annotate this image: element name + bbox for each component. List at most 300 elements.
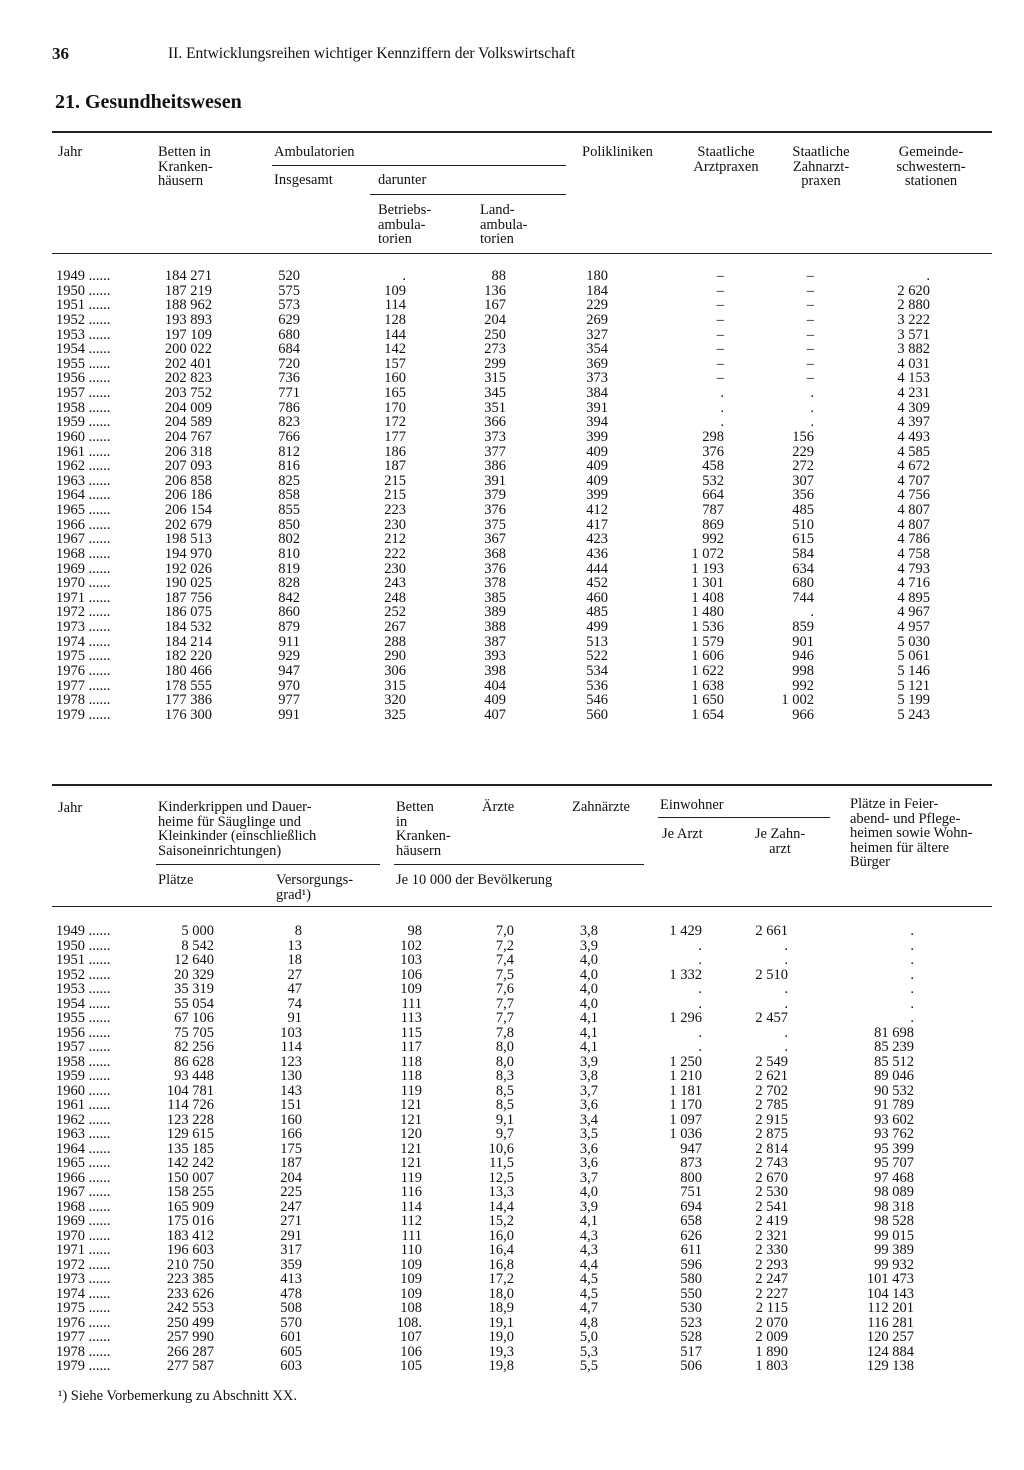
table-2-value-cell: 119 — [400, 1169, 422, 1186]
table-2-value-cell: 204 — [280, 1169, 302, 1186]
table-1-value-cell: 513 — [586, 633, 608, 650]
table-2-row — [0, 1272, 1024, 1287]
table-1-value-cell: 417 — [586, 516, 608, 533]
table-2-year-cell: 1954 ...... — [56, 995, 111, 1012]
table-2-value-cell: 1 890 — [755, 1343, 788, 1360]
table-2-value-cell: 1 036 — [669, 1126, 702, 1142]
table-2-value-cell: 2 227 — [755, 1285, 788, 1302]
t1-header-betriebs: Betriebs- ambula- torien — [378, 202, 432, 248]
table-2-year-cell: 1964 ...... — [56, 1140, 111, 1157]
table-1-row — [0, 342, 1024, 357]
table-2-row — [0, 1084, 1024, 1099]
table-1-row — [0, 518, 1024, 533]
table-2-value-cell: 98 089 — [874, 1184, 914, 1200]
t2-header-je-arzt: Je Arzt — [662, 826, 703, 842]
table-1-header-rule — [52, 253, 992, 254]
table-2-value-cell: 3,9 — [579, 937, 598, 954]
table-1-value-cell: 206 154 — [164, 502, 212, 519]
table-1-value-cell: 206 186 — [164, 487, 212, 504]
table-1-value-cell: 1 650 — [691, 692, 724, 709]
table-2-value-cell: 109 — [400, 1256, 422, 1273]
table-1-value-cell: 215 — [384, 472, 406, 489]
table-1-value-cell: 203 752 — [164, 385, 212, 402]
table-1-value-cell: 373 — [484, 428, 506, 445]
table-1-year-cell: 1962 ...... — [56, 458, 111, 475]
table-2-value-cell: 506 — [680, 1358, 702, 1374]
t2-header-betten: Betten in Kranken- häusern — [396, 799, 451, 859]
table-2-value-cell: . — [910, 923, 914, 939]
table-1-value-cell: 1 480 — [691, 604, 724, 621]
table-1-row — [0, 620, 1024, 635]
table-2-year-cell: 1958 ...... — [56, 1053, 111, 1070]
table-1-value-cell: 367 — [484, 531, 506, 548]
table-2-row — [0, 1185, 1024, 1200]
table-2-value-cell: 626 — [680, 1227, 702, 1244]
table-2-value-cell: 142 242 — [166, 1155, 214, 1171]
table-2-value-cell: 16,0 — [488, 1227, 514, 1244]
t1-header-insgesamt: Insgesamt — [274, 172, 333, 188]
table-1-value-cell: 377 — [484, 443, 506, 460]
table-2-value-cell: 118 — [400, 1068, 422, 1084]
table-1-value-cell: 327 — [586, 326, 608, 343]
table-2-value-cell: 109 — [400, 1285, 422, 1302]
table-2-value-cell: 8,3 — [495, 1068, 514, 1084]
table-2-year-cell: 1961 ...... — [56, 1097, 111, 1113]
table-1-value-cell: 345 — [484, 385, 506, 402]
table-1-value-cell: 204 589 — [164, 414, 212, 431]
table-1-value-cell: 680 — [792, 575, 814, 592]
table-2-value-cell: 5,0 — [579, 1329, 598, 1345]
table-1-value-cell: 176 300 — [164, 706, 212, 723]
table-1-value-cell: 188 962 — [164, 297, 212, 314]
table-2-row — [0, 1214, 1024, 1229]
table-1-value-cell: 315 — [384, 677, 406, 694]
table-1-value-cell: 664 — [702, 487, 724, 504]
table-1-value-cell: 187 756 — [164, 589, 212, 606]
table-1-value-cell: 3 571 — [897, 326, 930, 343]
table-1-value-cell: 4 957 — [897, 619, 930, 636]
table-2-value-cell: . — [698, 995, 702, 1012]
table-1-value-cell: 1 638 — [691, 677, 724, 694]
table-1-value-cell: 966 — [792, 706, 814, 723]
table-2-value-cell: 603 — [280, 1358, 302, 1374]
table-2-row — [0, 1113, 1024, 1128]
table-2-row — [0, 1330, 1024, 1345]
table-1-value-cell: 409 — [484, 692, 506, 709]
table-2-year-cell: 1957 ...... — [56, 1039, 111, 1055]
table-1-year-cell: 1976 ...... — [56, 663, 111, 679]
table-2-value-cell: 1 181 — [669, 1082, 702, 1099]
table-2-value-cell: 1 097 — [669, 1111, 702, 1128]
table-2-value-cell: 2 875 — [755, 1126, 788, 1142]
table-1-value-cell: 5 121 — [897, 677, 930, 694]
table-2-value-cell: 478 — [280, 1285, 302, 1302]
table-1-value-cell: 388 — [484, 619, 506, 636]
table-1-value-cell: . — [926, 268, 930, 284]
table-2-value-cell: 317 — [280, 1242, 302, 1258]
table-1-year-cell: 1975 ...... — [56, 648, 111, 665]
table-1-row — [0, 401, 1024, 416]
table-1-row — [0, 313, 1024, 328]
table-2-value-cell: 1 332 — [669, 966, 702, 983]
table-1-value-cell: 114 — [384, 297, 406, 314]
table-1-row — [0, 635, 1024, 650]
table-2-value-cell: 277 587 — [166, 1358, 214, 1374]
t1-header-gemeinde: Gemeinde- schwestern- stationen — [896, 144, 966, 190]
table-2-row — [0, 1316, 1024, 1331]
table-1-value-cell: 398 — [484, 663, 506, 679]
table-2-value-cell: 7,6 — [495, 981, 514, 997]
table-1-value-cell: – — [716, 370, 724, 387]
table-1-value-cell: 1 606 — [691, 648, 724, 665]
table-2-value-cell: 873 — [680, 1155, 702, 1171]
table-1-year-cell: 1960 ...... — [56, 428, 111, 445]
table-2-year-cell: 1968 ...... — [56, 1198, 111, 1215]
table-2-value-cell: 98 318 — [874, 1198, 914, 1215]
table-2-value-cell: 109 — [400, 981, 422, 997]
table-2-value-cell: 580 — [680, 1271, 702, 1287]
table-1-value-cell: 4 786 — [897, 531, 930, 548]
table-1-value-cell: 771 — [278, 385, 300, 402]
table-1-year-cell: 1950 ...... — [56, 282, 111, 299]
table-2-value-cell: 2 321 — [755, 1227, 788, 1244]
table-1-value-cell: 929 — [278, 648, 300, 665]
table-2-value-cell: 166 — [280, 1126, 302, 1142]
table-2-value-cell: 4,1 — [579, 1039, 598, 1055]
table-2-value-cell: 359 — [280, 1256, 302, 1273]
table-2-value-cell: 114 — [280, 1039, 302, 1055]
table-1-value-cell: 615 — [792, 531, 814, 548]
table-2-value-cell: . — [910, 937, 914, 954]
table-1-value-cell: 584 — [792, 545, 814, 562]
table-2-row — [0, 1243, 1024, 1258]
table-2-year-cell: 1952 ...... — [56, 966, 111, 983]
table-1-value-cell: 970 — [278, 677, 300, 694]
table-2-value-cell: 97 468 — [874, 1169, 914, 1186]
table-2-value-cell: 1 429 — [669, 923, 702, 939]
table-2-value-cell: 2 541 — [755, 1198, 788, 1215]
table-1-value-cell: 4 895 — [897, 589, 930, 606]
table-2-value-cell: 129 615 — [166, 1126, 214, 1142]
table-2-value-cell: 2 743 — [755, 1155, 788, 1171]
table-1-value-cell: 409 — [586, 472, 608, 489]
table-2-value-cell: 17,2 — [488, 1271, 514, 1287]
table-1-value-cell: 207 093 — [164, 458, 212, 475]
table-1-value-cell: – — [716, 355, 724, 372]
table-2-row — [0, 1301, 1024, 1316]
table-1-value-cell: 575 — [278, 282, 300, 299]
table-2-value-cell: 530 — [680, 1300, 702, 1316]
table-2-value-cell: 3,7 — [579, 1169, 598, 1186]
table-2-value-cell: 98 528 — [874, 1213, 914, 1229]
table-2-value-cell: 3,7 — [579, 1082, 598, 1099]
table-2-value-cell: 121 — [400, 1140, 422, 1157]
table-1-value-cell: 393 — [484, 648, 506, 665]
table-1-value-cell: 810 — [278, 545, 300, 562]
table-2-value-cell: . — [784, 1024, 788, 1041]
table-2-value-cell: 103 — [280, 1024, 302, 1041]
table-1-row — [0, 591, 1024, 606]
table-1-year-cell: 1959 ...... — [56, 414, 111, 431]
table-1-value-cell: 534 — [586, 663, 608, 679]
page-number: 36 — [52, 44, 69, 63]
table-2-value-cell: 2 915 — [755, 1111, 788, 1128]
table-1-value-cell: – — [716, 311, 724, 328]
table-2-value-cell: 103 — [400, 952, 422, 968]
t2-header-versorgung: Versorgungs- grad¹) — [276, 872, 354, 903]
table-1-value-cell: 4 807 — [897, 502, 930, 519]
table-2-value-cell: 8,5 — [495, 1097, 514, 1113]
table-1-value-cell: 202 401 — [164, 355, 212, 372]
table-1-value-cell: 269 — [586, 311, 608, 328]
table-2-value-cell: 121 — [400, 1111, 422, 1128]
table-1-value-cell: 391 — [586, 399, 608, 416]
table-1-value-cell: 172 — [384, 414, 406, 431]
table-1-value-cell: 128 — [384, 311, 406, 328]
table-1-value-cell: 222 — [384, 545, 406, 562]
table-2-value-cell: 175 016 — [166, 1213, 214, 1229]
table-2-value-cell: 116 281 — [867, 1314, 914, 1331]
table-1-value-cell: 444 — [586, 560, 608, 577]
table-1-value-cell: 998 — [792, 663, 814, 679]
table-1-value-cell: 325 — [384, 706, 406, 723]
table-2-value-cell: 3,8 — [579, 1068, 598, 1084]
table-1-value-cell: 298 — [702, 428, 724, 445]
table-1-value-cell: – — [806, 326, 814, 343]
table-2-value-cell: . — [910, 1010, 914, 1026]
table-2-value-cell: 175 — [280, 1140, 302, 1157]
table-2-value-cell: 291 — [280, 1227, 302, 1244]
table-1-year-cell: 1953 ...... — [56, 326, 111, 343]
table-1-value-cell: 250 — [484, 326, 506, 343]
table-1-value-cell: 412 — [586, 502, 608, 519]
table-2-value-cell: 104 781 — [166, 1082, 214, 1099]
table-2-value-cell: 106 — [400, 1343, 422, 1360]
table-2-row — [0, 1287, 1024, 1302]
table-2-year-cell: 1959 ...... — [56, 1068, 111, 1084]
table-2-value-cell: 658 — [680, 1213, 702, 1229]
table-1-value-cell: 4 807 — [897, 516, 930, 533]
table-1-value-cell: 182 220 — [164, 648, 212, 665]
table-1-value-cell: 1 193 — [691, 560, 724, 577]
table-2-value-cell: 89 046 — [874, 1068, 914, 1084]
table-1-value-cell: 2 880 — [897, 297, 930, 314]
table-2-value-cell: 4,1 — [579, 1024, 598, 1041]
table-1-value-cell: – — [806, 282, 814, 299]
table-2-value-cell: 4,0 — [579, 1184, 598, 1200]
table-2-value-cell: 2 510 — [755, 966, 788, 983]
table-2-value-cell: 12,5 — [488, 1169, 514, 1186]
table-1-value-cell: 206 318 — [164, 443, 212, 460]
table-2-year-cell: 1967 ...... — [56, 1184, 111, 1200]
table-1-row — [0, 576, 1024, 591]
table-2-value-cell: 2 670 — [755, 1169, 788, 1186]
table-1-value-cell: 252 — [384, 604, 406, 621]
table-2-year-cell: 1970 ...... — [56, 1227, 111, 1244]
table-2-value-cell: 130 — [280, 1068, 302, 1084]
table-1-value-cell: 5 030 — [897, 633, 930, 650]
table-1-value-cell: 4 967 — [897, 604, 930, 621]
table-2-value-cell: 2 661 — [755, 923, 788, 939]
table-1-value-cell: 819 — [278, 560, 300, 577]
table-1-value-cell: 230 — [384, 516, 406, 533]
table-1-value-cell: 4 585 — [897, 443, 930, 460]
table-1-value-cell: 88 — [491, 268, 506, 284]
table-1-value-cell: 536 — [586, 677, 608, 694]
table-1-year-cell: 1961 ...... — [56, 443, 111, 460]
table-2-value-cell: 8 — [294, 923, 302, 939]
table-1-value-cell: 243 — [384, 575, 406, 592]
table-2-value-cell: 93 762 — [874, 1126, 914, 1142]
table-2-value-cell: 93 448 — [174, 1068, 214, 1084]
table-1-year-cell: 1954 ...... — [56, 341, 111, 358]
table-1-value-cell: 1 579 — [691, 633, 724, 650]
table-1-year-cell: 1977 ...... — [56, 677, 111, 694]
table-1-value-cell: 376 — [702, 443, 724, 460]
table-2-value-cell: 123 — [280, 1053, 302, 1070]
table-2-value-cell: 550 — [680, 1285, 702, 1302]
table-1-value-cell: . — [402, 268, 406, 284]
table-1-value-cell: 4 707 — [897, 472, 930, 489]
table-1-value-cell: . — [720, 399, 724, 416]
table-1-year-cell: 1967 ...... — [56, 531, 111, 548]
table-1-value-cell: 680 — [278, 326, 300, 343]
table-1-year-cell: 1974 ...... — [56, 633, 111, 650]
table-1-value-cell: 204 767 — [164, 428, 212, 445]
table-1-value-cell: 485 — [586, 604, 608, 621]
table-2-row — [0, 1171, 1024, 1186]
table-1-value-cell: 4 756 — [897, 487, 930, 504]
table-1-value-cell: 184 214 — [164, 633, 212, 650]
table-2-row — [0, 1011, 1024, 1026]
table-2-value-cell: 223 385 — [166, 1271, 214, 1287]
table-2-value-cell: 114 726 — [167, 1097, 214, 1113]
table-2-value-cell: 114 — [400, 1198, 422, 1215]
t2-header-zahnaerzte: Zahnärzte — [572, 799, 630, 815]
table-1-value-cell: 4 758 — [897, 545, 930, 562]
table-1-value-cell: 200 022 — [164, 341, 212, 358]
table-2-value-cell: 528 — [680, 1329, 702, 1345]
table-1-value-cell: 1 622 — [691, 663, 724, 679]
table-1-year-cell: 1972 ...... — [56, 604, 111, 621]
table-1-value-cell: 212 — [384, 531, 406, 548]
table-1-value-cell: 223 — [384, 502, 406, 519]
table-1-year-cell: 1952 ...... — [56, 311, 111, 328]
table-2-value-cell: 2 702 — [755, 1082, 788, 1099]
table-2-value-cell: 85 239 — [874, 1039, 914, 1055]
t1-darunter-rule — [370, 194, 566, 195]
table-2-value-cell: 1 210 — [669, 1068, 702, 1084]
table-1-row — [0, 357, 1024, 372]
table-2-value-cell: 107 — [400, 1329, 422, 1345]
table-2-value-cell: 7,7 — [495, 995, 514, 1012]
table-2-value-cell: 112 201 — [867, 1300, 914, 1316]
table-1-value-cell: 204 — [484, 311, 506, 328]
table-2-value-cell: 2 549 — [755, 1053, 788, 1070]
table-1-value-cell: 720 — [278, 355, 300, 372]
table-2-value-cell: . — [698, 952, 702, 968]
table-2-value-cell: 751 — [680, 1184, 702, 1200]
table-1-value-cell: 387 — [484, 633, 506, 650]
table-2-value-cell: 119 — [400, 1082, 422, 1099]
t2-header-jahr: Jahr — [58, 800, 83, 816]
table-2-value-cell: 947 — [680, 1140, 702, 1157]
table-1-row — [0, 430, 1024, 445]
table-2-value-cell: 18,0 — [488, 1285, 514, 1302]
table-1-value-cell: 170 — [384, 399, 406, 416]
table-2-value-cell: 570 — [280, 1314, 302, 1331]
table-1-value-cell: 869 — [702, 516, 724, 533]
table-1-value-cell: 816 — [278, 458, 300, 475]
table-2-value-cell: 12 640 — [174, 952, 214, 968]
table-1-value-cell: 409 — [586, 458, 608, 475]
table-2-value-cell: 242 553 — [166, 1300, 214, 1316]
table-2-year-cell: 1977 ...... — [56, 1329, 111, 1345]
table-2-value-cell: 158 255 — [166, 1184, 214, 1200]
table-2-value-cell: 19,1 — [488, 1314, 514, 1331]
table-2-year-cell: 1956 ...... — [56, 1024, 111, 1041]
table-1-value-cell: 193 893 — [164, 311, 212, 328]
table-1-value-cell: 186 — [384, 443, 406, 460]
table-1-value-cell: 354 — [586, 341, 608, 358]
table-1-value-cell: 629 — [278, 311, 300, 328]
table-2-value-cell: 517 — [680, 1343, 702, 1360]
table-1-value-cell: 180 — [586, 268, 608, 284]
table-1-row — [0, 415, 1024, 430]
table-1-value-cell: 4 153 — [897, 370, 930, 387]
table-2-value-cell: 104 143 — [866, 1285, 914, 1302]
t2-header-aerzte: Ärzte — [482, 799, 515, 815]
table-2-value-cell: 4,7 — [579, 1300, 598, 1316]
table-1-value-cell: 855 — [278, 502, 300, 519]
table-2-value-cell: . — [784, 937, 788, 954]
table-1-value-cell: 351 — [484, 399, 506, 416]
table-2-row — [0, 1258, 1024, 1273]
table-1-year-cell: 1979 ...... — [56, 706, 111, 723]
table-1-value-cell: 460 — [586, 589, 608, 606]
table-1-value-cell: 160 — [384, 370, 406, 387]
table-2-value-cell: 143 — [280, 1082, 302, 1099]
table-2-year-cell: 1975 ...... — [56, 1300, 111, 1316]
table-2-value-cell: 81 698 — [874, 1024, 914, 1041]
table-1-row — [0, 298, 1024, 313]
table-2-value-cell: 116 — [400, 1184, 422, 1200]
table-1-value-cell: . — [810, 385, 814, 402]
table-2-value-cell: 19,3 — [488, 1343, 514, 1360]
table-1-value-cell: – — [806, 268, 814, 284]
table-2-row — [0, 1098, 1024, 1113]
table-2-value-cell: 4,3 — [579, 1227, 598, 1244]
table-1-value-cell: 901 — [792, 633, 814, 650]
table-2-value-cell: 3,9 — [579, 1198, 598, 1215]
table-1-value-cell: . — [810, 414, 814, 431]
table-1-value-cell: 109 — [384, 282, 406, 299]
table-1-value-cell: 744 — [792, 589, 814, 606]
table-2-value-cell: 187 — [280, 1155, 302, 1171]
table-2-value-cell: 4,1 — [579, 1213, 598, 1229]
table-1-value-cell: 386 — [484, 458, 506, 475]
table-2-value-cell: 4,0 — [579, 966, 598, 983]
t1-header-betten: Betten in Kranken- häusern — [158, 144, 213, 190]
t2-header-einwohner: Einwohner — [660, 797, 724, 813]
table-1-row — [0, 605, 1024, 620]
table-1-value-cell: 1 301 — [691, 575, 724, 592]
table-1-value-cell: 825 — [278, 472, 300, 489]
table-2-row — [0, 939, 1024, 954]
table-1-value-cell: 187 — [384, 458, 406, 475]
table-1-year-cell: 1965 ...... — [56, 502, 111, 519]
table-2-value-cell: 106 — [400, 966, 422, 983]
